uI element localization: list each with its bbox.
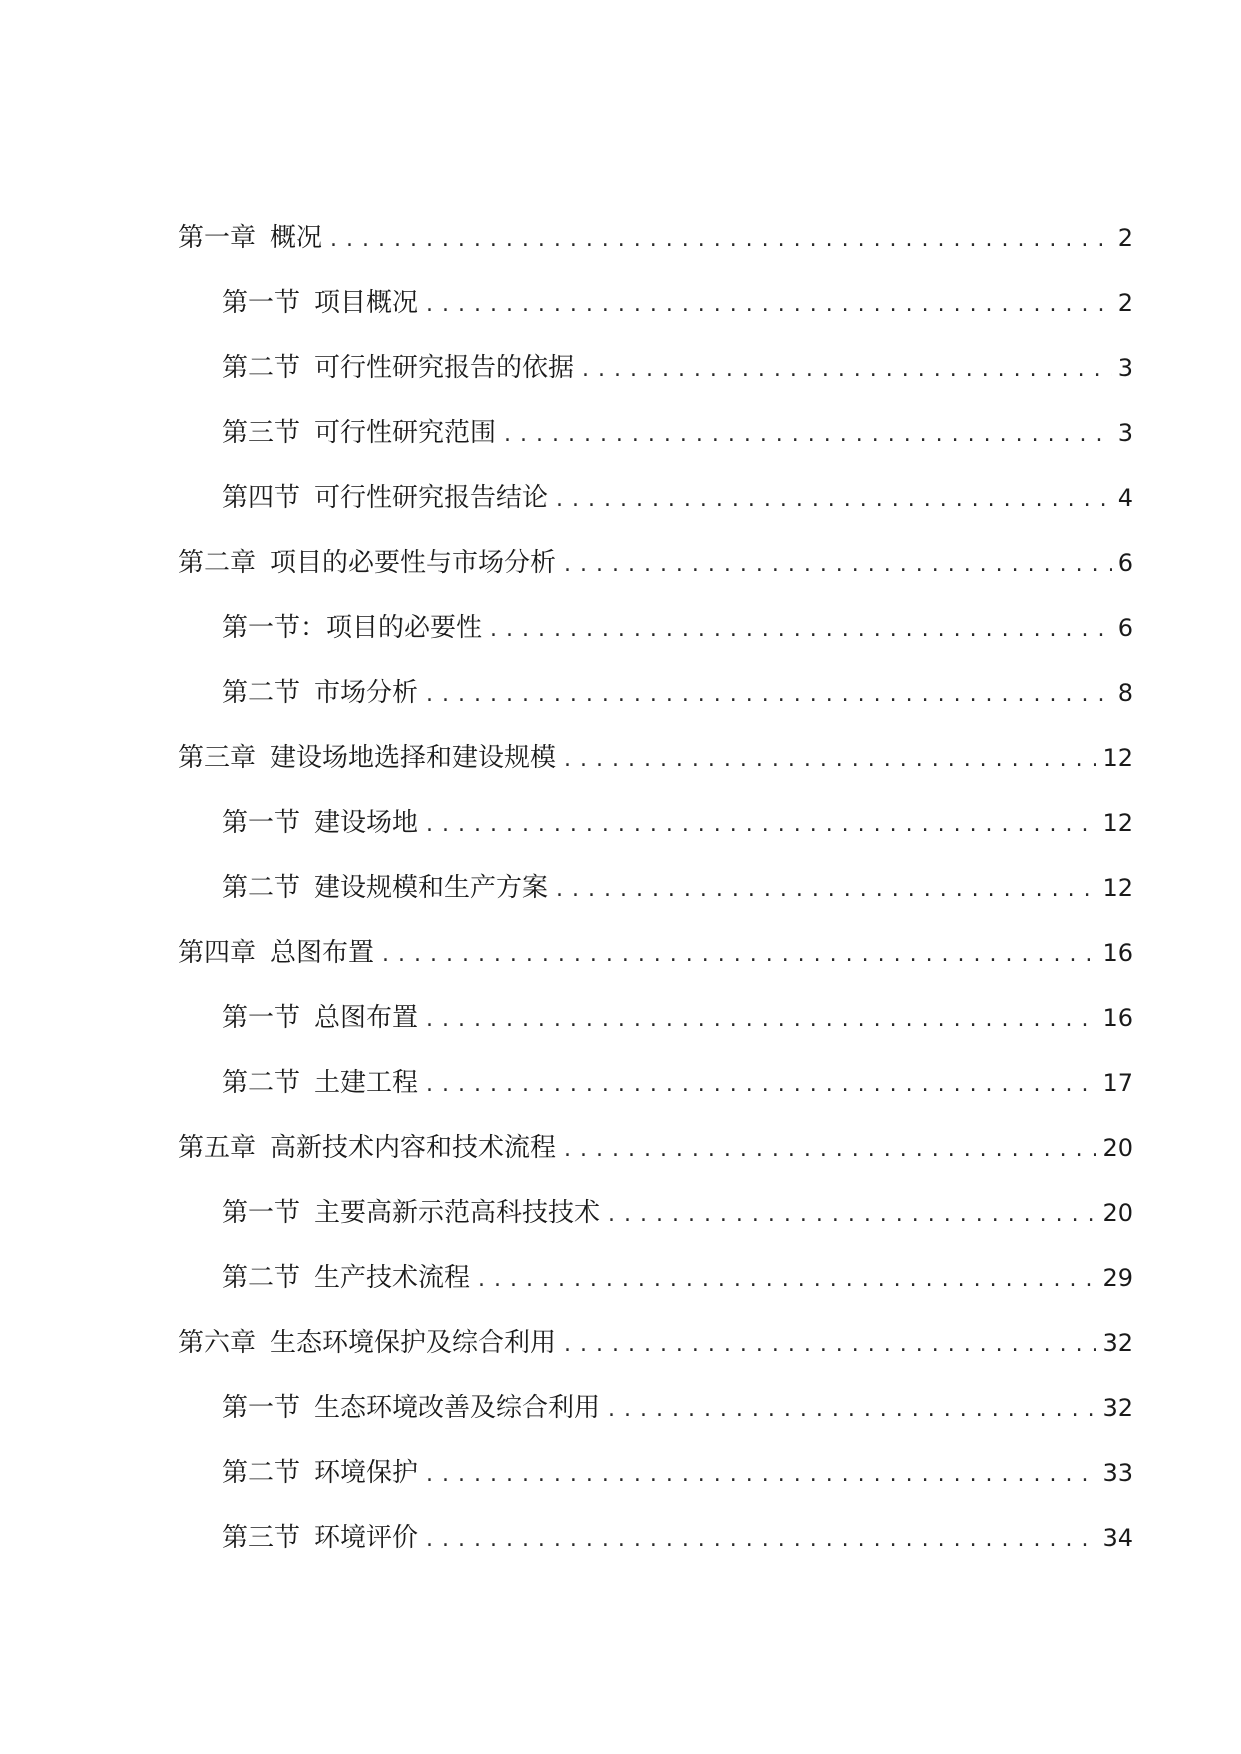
toc-entry-section[interactable] xyxy=(178,671,1133,736)
toc-page-number: 33 xyxy=(1102,1459,1133,1487)
toc-dot-leader xyxy=(564,543,1112,587)
toc-entry-chapter-6[interactable] xyxy=(178,1321,1133,1386)
toc-entry-number: 第二节 xyxy=(222,1068,301,1098)
toc-page-number: 2 xyxy=(1117,289,1133,317)
toc-entry-number: 第一节 xyxy=(222,1003,301,1033)
toc-page-number: 12 xyxy=(1102,809,1133,837)
toc-entry-title: 生产技术流程 xyxy=(314,1263,471,1293)
toc-page-number: 3 xyxy=(1117,419,1133,447)
toc-entry-title: 总图布置 xyxy=(270,938,375,968)
toc-dot-leader xyxy=(426,1063,1096,1107)
toc-page-number: 8 xyxy=(1117,679,1133,707)
toc-entry-section[interactable] xyxy=(178,346,1133,411)
toc-page-number: 20 xyxy=(1102,1199,1133,1227)
toc-entry-number: 第三章 xyxy=(178,743,257,773)
toc-entry-number: 第一节： xyxy=(222,613,327,643)
toc-entry-title: 总图布置 xyxy=(314,1003,419,1033)
toc-page-number: 16 xyxy=(1102,939,1133,967)
toc-entry-chapter-3[interactable] xyxy=(178,736,1133,801)
toc-entry-number: 第二节 xyxy=(222,873,301,903)
toc-entry-number: 第二节 xyxy=(222,678,301,708)
toc-dot-leader xyxy=(426,1453,1096,1497)
toc-entry-number: 第一节 xyxy=(222,288,301,318)
toc-entry-number: 第一章 xyxy=(178,223,257,253)
toc-entry-title: 概况 xyxy=(270,223,323,253)
toc-page-number: 6 xyxy=(1117,549,1133,577)
toc-dot-leader xyxy=(426,673,1112,717)
toc-entry-title: 可行性研究报告的依据 xyxy=(314,353,575,383)
toc-page-number: 29 xyxy=(1102,1264,1133,1292)
toc-entry-section[interactable] xyxy=(178,1061,1133,1126)
toc-entry-number: 第三节 xyxy=(222,1523,301,1553)
toc-entry-section[interactable] xyxy=(178,801,1133,866)
toc-dot-leader xyxy=(490,608,1112,652)
toc-page-number: 12 xyxy=(1102,744,1133,772)
toc-entry-number: 第五章 xyxy=(178,1133,257,1163)
toc-entry-number: 第一节 xyxy=(222,1393,301,1423)
table-of-contents xyxy=(178,216,1133,1581)
toc-dot-leader xyxy=(478,1258,1096,1302)
toc-dot-leader xyxy=(426,1518,1096,1562)
toc-entry-number: 第四章 xyxy=(178,938,257,968)
toc-entry-number: 第三节 xyxy=(222,418,301,448)
toc-entry-chapter-5[interactable] xyxy=(178,1126,1133,1191)
toc-dot-leader xyxy=(564,1128,1096,1172)
toc-dot-leader xyxy=(564,738,1096,782)
toc-page-number: 12 xyxy=(1102,874,1133,902)
toc-page-number: 17 xyxy=(1102,1069,1133,1097)
toc-entry-title: 建设场地 xyxy=(314,808,419,838)
toc-entry-number: 第四节 xyxy=(222,483,301,513)
toc-entry-section[interactable] xyxy=(178,281,1133,346)
toc-entry-title: 建设规模和生产方案 xyxy=(314,873,549,903)
toc-page-number: 32 xyxy=(1102,1394,1133,1422)
toc-entry-number: 第二章 xyxy=(178,548,257,578)
toc-entry-section[interactable] xyxy=(178,866,1133,931)
toc-dot-leader xyxy=(564,1323,1096,1367)
toc-entry-section[interactable] xyxy=(178,996,1133,1061)
toc-entry-number: 第二节 xyxy=(222,1458,301,1488)
toc-dot-leader xyxy=(556,868,1096,912)
toc-entry-title: 环境保护 xyxy=(314,1458,419,1488)
toc-entry-title: 项目的必要性 xyxy=(326,613,483,643)
toc-entry-section[interactable] xyxy=(178,476,1133,541)
toc-entry-section[interactable] xyxy=(178,1516,1133,1581)
toc-entry-number: 第一节 xyxy=(222,808,301,838)
toc-entry-title: 建设场地选择和建设规模 xyxy=(270,743,557,773)
toc-entry-section[interactable] xyxy=(178,1386,1133,1451)
toc-entry-title: 高新技术内容和技术流程 xyxy=(270,1133,557,1163)
toc-dot-leader xyxy=(608,1388,1096,1432)
toc-entry-title: 生态环境保护及综合利用 xyxy=(270,1328,557,1358)
toc-page-number: 20 xyxy=(1102,1134,1133,1162)
toc-entry-title: 生态环境改善及综合利用 xyxy=(314,1393,601,1423)
toc-page-number: 2 xyxy=(1117,224,1133,252)
toc-page-number: 3 xyxy=(1117,354,1133,382)
toc-entry-title: 主要高新示范高科技技术 xyxy=(314,1198,601,1228)
toc-entry-chapter-4[interactable] xyxy=(178,931,1133,996)
toc-entry-title: 市场分析 xyxy=(314,678,419,708)
toc-entry-section[interactable] xyxy=(178,1256,1133,1321)
toc-entry-section[interactable] xyxy=(178,411,1133,476)
toc-entry-title: 可行性研究报告结论 xyxy=(314,483,549,513)
toc-entry-title: 环境评价 xyxy=(314,1523,419,1553)
toc-entry-number: 第六章 xyxy=(178,1328,257,1358)
toc-page-number: 16 xyxy=(1102,1004,1133,1032)
toc-page-number: 32 xyxy=(1102,1329,1133,1357)
toc-entry-number: 第一节 xyxy=(222,1198,301,1228)
toc-entry-number: 第二节 xyxy=(222,1263,301,1293)
toc-dot-leader xyxy=(426,803,1096,847)
toc-entry-title: 项目的必要性与市场分析 xyxy=(270,548,557,578)
toc-dot-leader xyxy=(426,283,1112,327)
toc-dot-leader xyxy=(504,413,1112,457)
toc-entry-chapter-1[interactable] xyxy=(178,216,1133,281)
toc-entry-section[interactable] xyxy=(178,1191,1133,1256)
toc-entry-chapter-2[interactable] xyxy=(178,541,1133,606)
toc-entry-title: 土建工程 xyxy=(314,1068,419,1098)
toc-dot-leader xyxy=(382,933,1096,977)
toc-page-number: 34 xyxy=(1102,1524,1133,1552)
toc-entry-section[interactable] xyxy=(178,1451,1133,1516)
toc-page-number: 6 xyxy=(1117,614,1133,642)
toc-dot-leader xyxy=(426,998,1096,1042)
toc-entry-title: 可行性研究范围 xyxy=(314,418,497,448)
toc-dot-leader xyxy=(582,348,1112,392)
toc-entry-title: 项目概况 xyxy=(314,288,419,318)
toc-dot-leader xyxy=(608,1193,1096,1237)
toc-entry-number: 第二节 xyxy=(222,353,301,383)
toc-dot-leader xyxy=(330,218,1112,262)
toc-entry-section[interactable] xyxy=(178,606,1133,671)
toc-page-number: 4 xyxy=(1117,484,1133,512)
toc-dot-leader xyxy=(556,478,1112,522)
